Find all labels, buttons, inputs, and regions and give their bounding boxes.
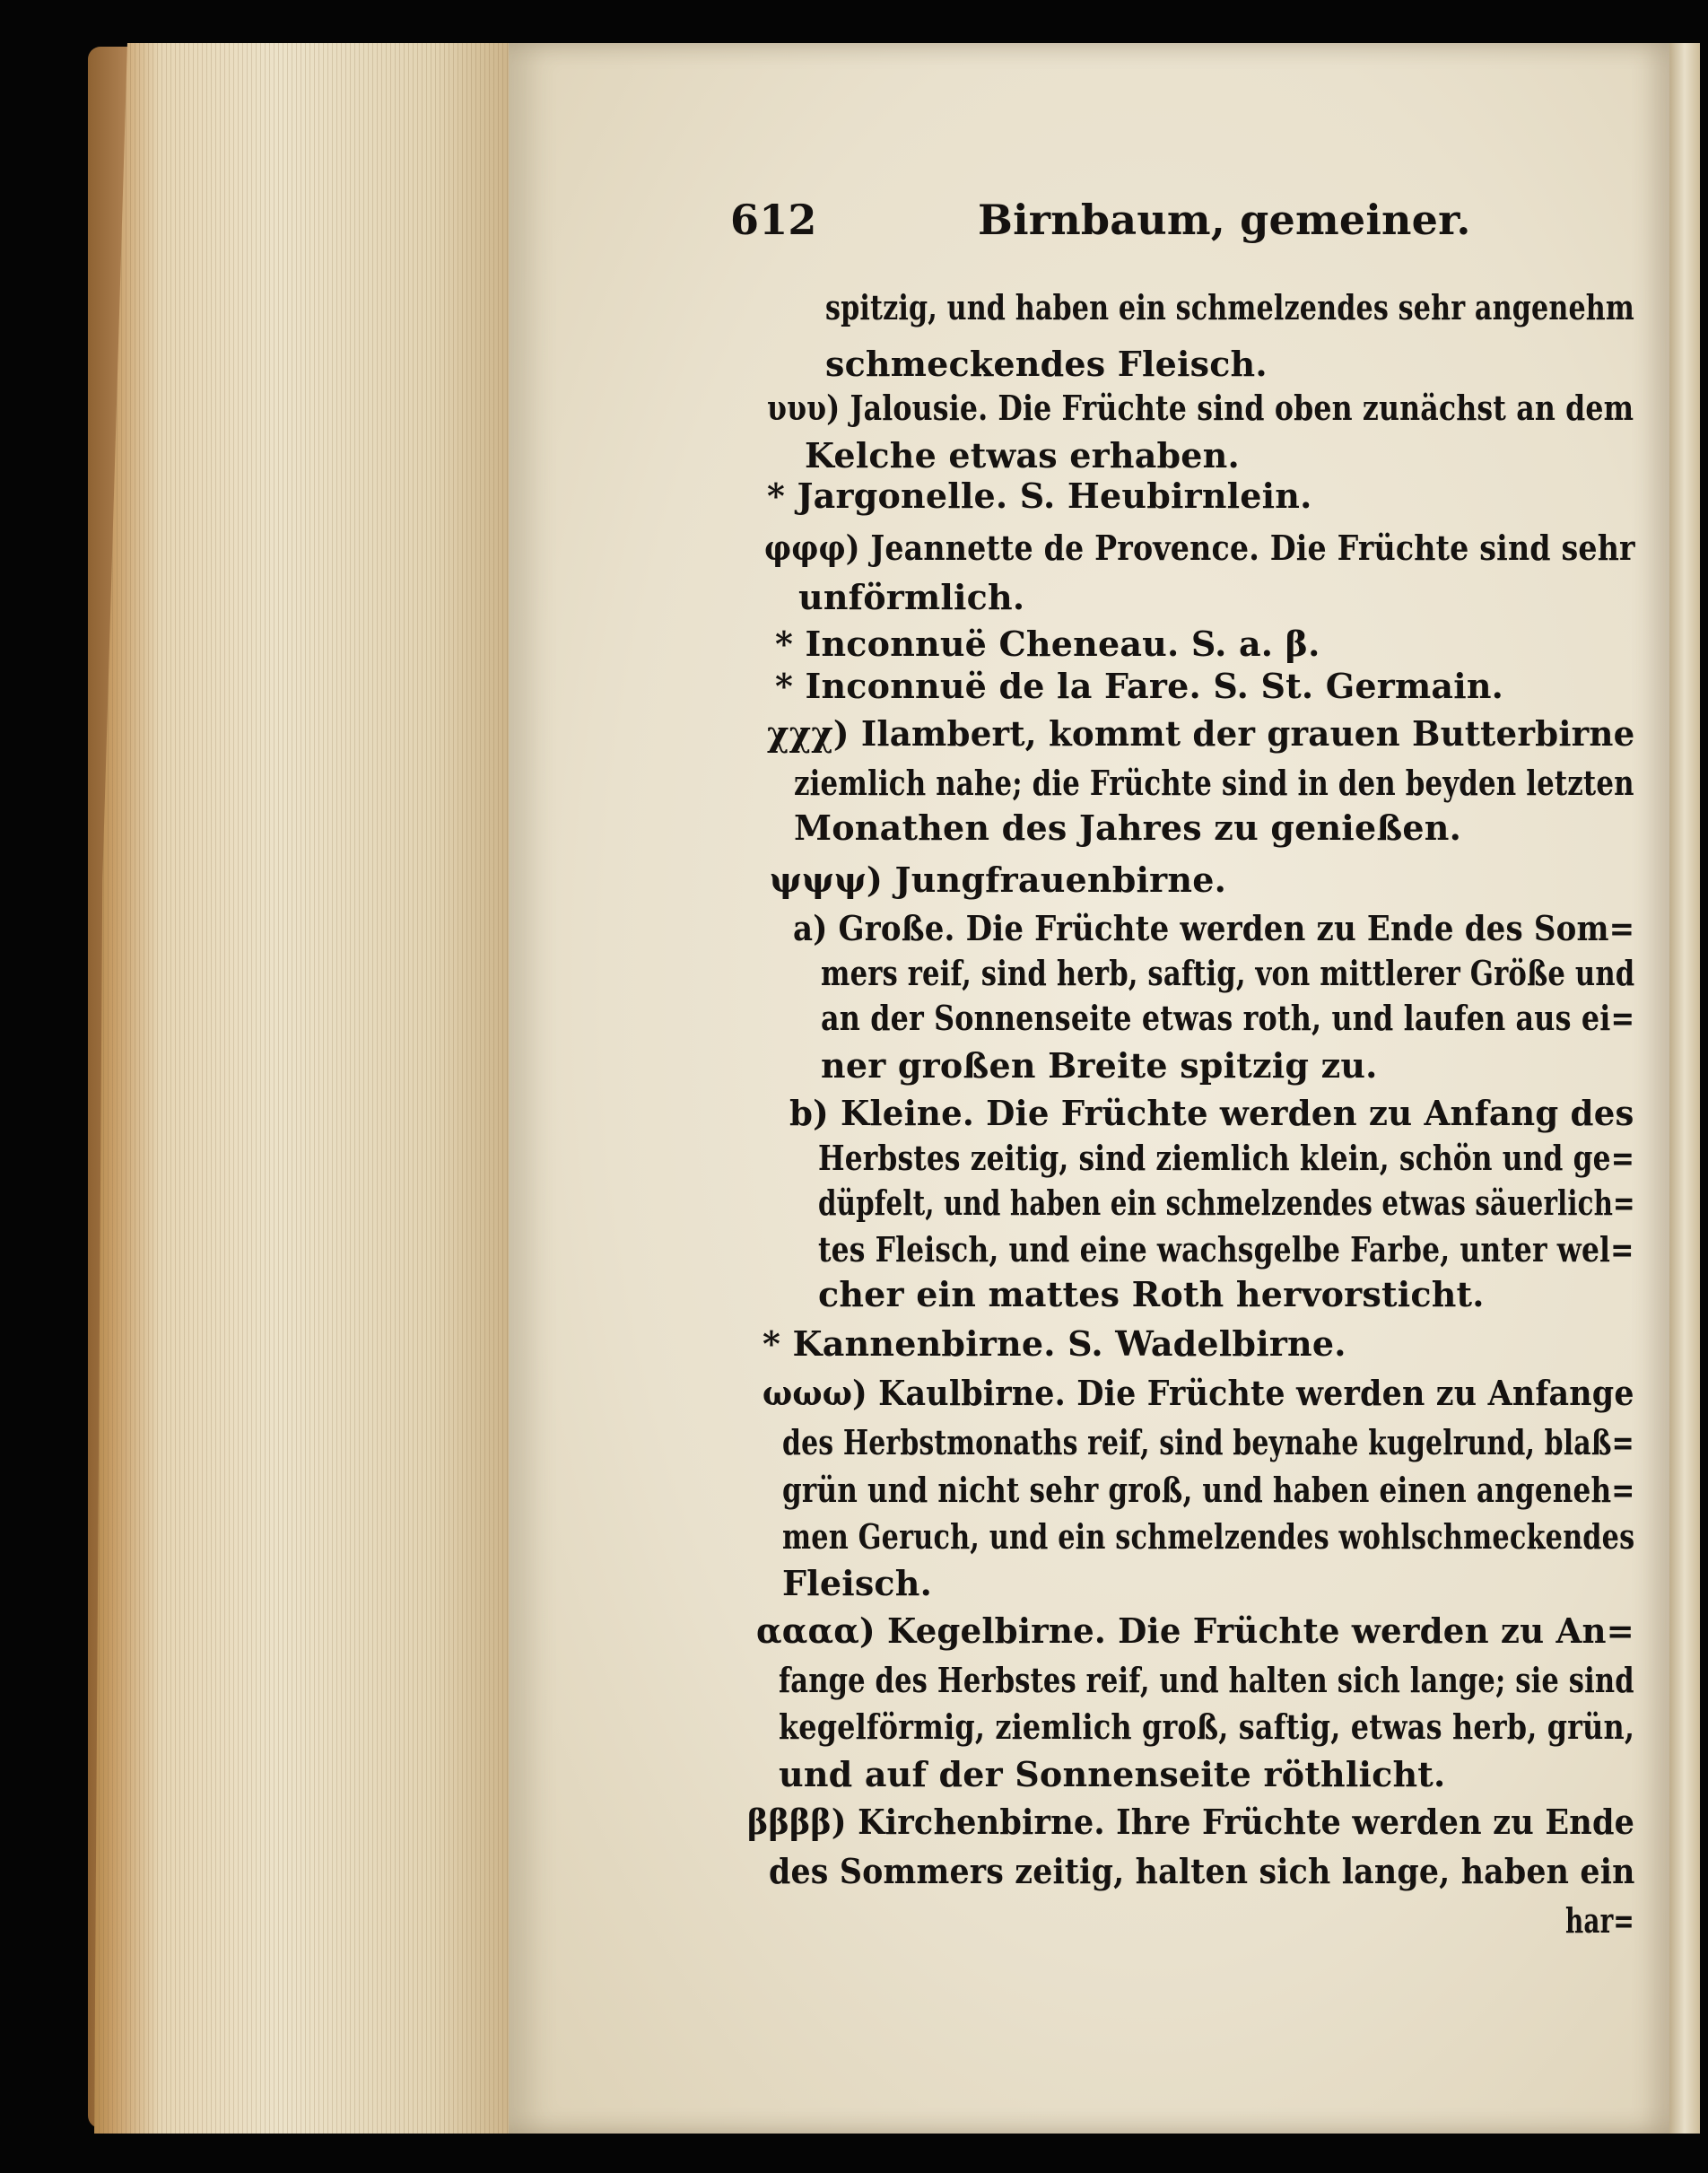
text-line: men Geruch, und ein schmelzendes wohlschmeckendes	[782, 1516, 1635, 1557]
text-line: a) Große. Die Früchte werden zu Ende des Som=	[793, 908, 1635, 948]
text-line: αααα) Kegelbirne. Die Früchte werden zu An=	[756, 1610, 1634, 1651]
text-line: * Inconnuë Cheneau. S. a. β.	[775, 624, 1320, 664]
text-line: und auf der Sonnenseite röthlicht.	[779, 1754, 1446, 1794]
text-line: Monathen des Jahres zu genießen.	[794, 807, 1462, 848]
text-line: ωωω) Kaulbirne. Die Früchte werden zu Anfange	[762, 1373, 1634, 1413]
text-line: ββββ) Kirchenbirne. Ihre Früchte werden zu Ende	[747, 1802, 1635, 1842]
text-line: Herbstes zeitig, sind ziemlich klein, schön und ge=	[818, 1138, 1635, 1178]
text-line: * Jargonelle. S. Heubirnlein.	[767, 476, 1312, 516]
text-line: Fleisch.	[782, 1563, 933, 1603]
text-line: * Inconnuë de la Fare. S. St. Germain.	[775, 666, 1504, 706]
text-line: ziemlich nahe; die Früchte sind in den beyden letzten	[794, 763, 1634, 803]
text-line: ner großen Breite spitzig zu.	[821, 1045, 1378, 1086]
catchword: har=	[1565, 1900, 1634, 1941]
facing-page-edge	[1669, 43, 1700, 2134]
text-line: fange des Herbstes reif, und halten sich lange; sie sind	[779, 1660, 1634, 1700]
text-line: φφφ) Jeannette de Provence. Die Früchte sind sehr	[764, 528, 1635, 568]
text-line: kegelförmig, ziemlich groß, saftig, etwas herb, grün,	[779, 1706, 1635, 1747]
text-line: an der Sonnenseite etwas roth, und laufen aus ei=	[821, 998, 1635, 1038]
text-line: des Sommers zeitig, halten sich lange, haben ein	[769, 1851, 1635, 1891]
text-line: χχχ) Ilambert, kommt der grauen Butterbirne	[767, 713, 1635, 754]
text-line: mers reif, sind herb, saftig, von mittlerer Größe und	[821, 953, 1635, 993]
text-line: tes Fleisch, und eine wachsgelbe Farbe, unter wel=	[818, 1229, 1634, 1270]
text-line: unförmlich.	[798, 577, 1025, 617]
text-line: * Kannenbirne. S. Wadelbirne.	[762, 1323, 1346, 1364]
text-line: cher ein mattes Roth hervorsticht.	[818, 1274, 1485, 1314]
text-line: düpfelt, und haben ein schmelzendes etwas säuerlich=	[818, 1182, 1635, 1223]
page-number: 612	[730, 196, 817, 244]
text-line: Kelche etwas erhaben.	[805, 435, 1240, 476]
text-line: grün und nicht sehr groß, und haben einen angeneh=	[782, 1470, 1635, 1510]
text-line: b) Kleine. Die Früchte werden zu Anfang des	[789, 1093, 1634, 1133]
page-edges	[94, 43, 509, 2134]
running-title: Birnbaum, gemeiner.	[978, 196, 1471, 244]
text-line: schmeckendes Fleisch.	[825, 344, 1268, 384]
text-line: des Herbstmonaths reif, sind beynahe kugelrund, blaß=	[782, 1422, 1634, 1462]
text-line: ψψψ) Jungfrauenbirne.	[770, 860, 1227, 900]
text-line: spitzig, und haben ein schmelzendes sehr angenehm	[825, 287, 1634, 327]
text-line: υυυ) Jalousie. Die Früchte sind oben zunächst an dem	[767, 388, 1634, 428]
